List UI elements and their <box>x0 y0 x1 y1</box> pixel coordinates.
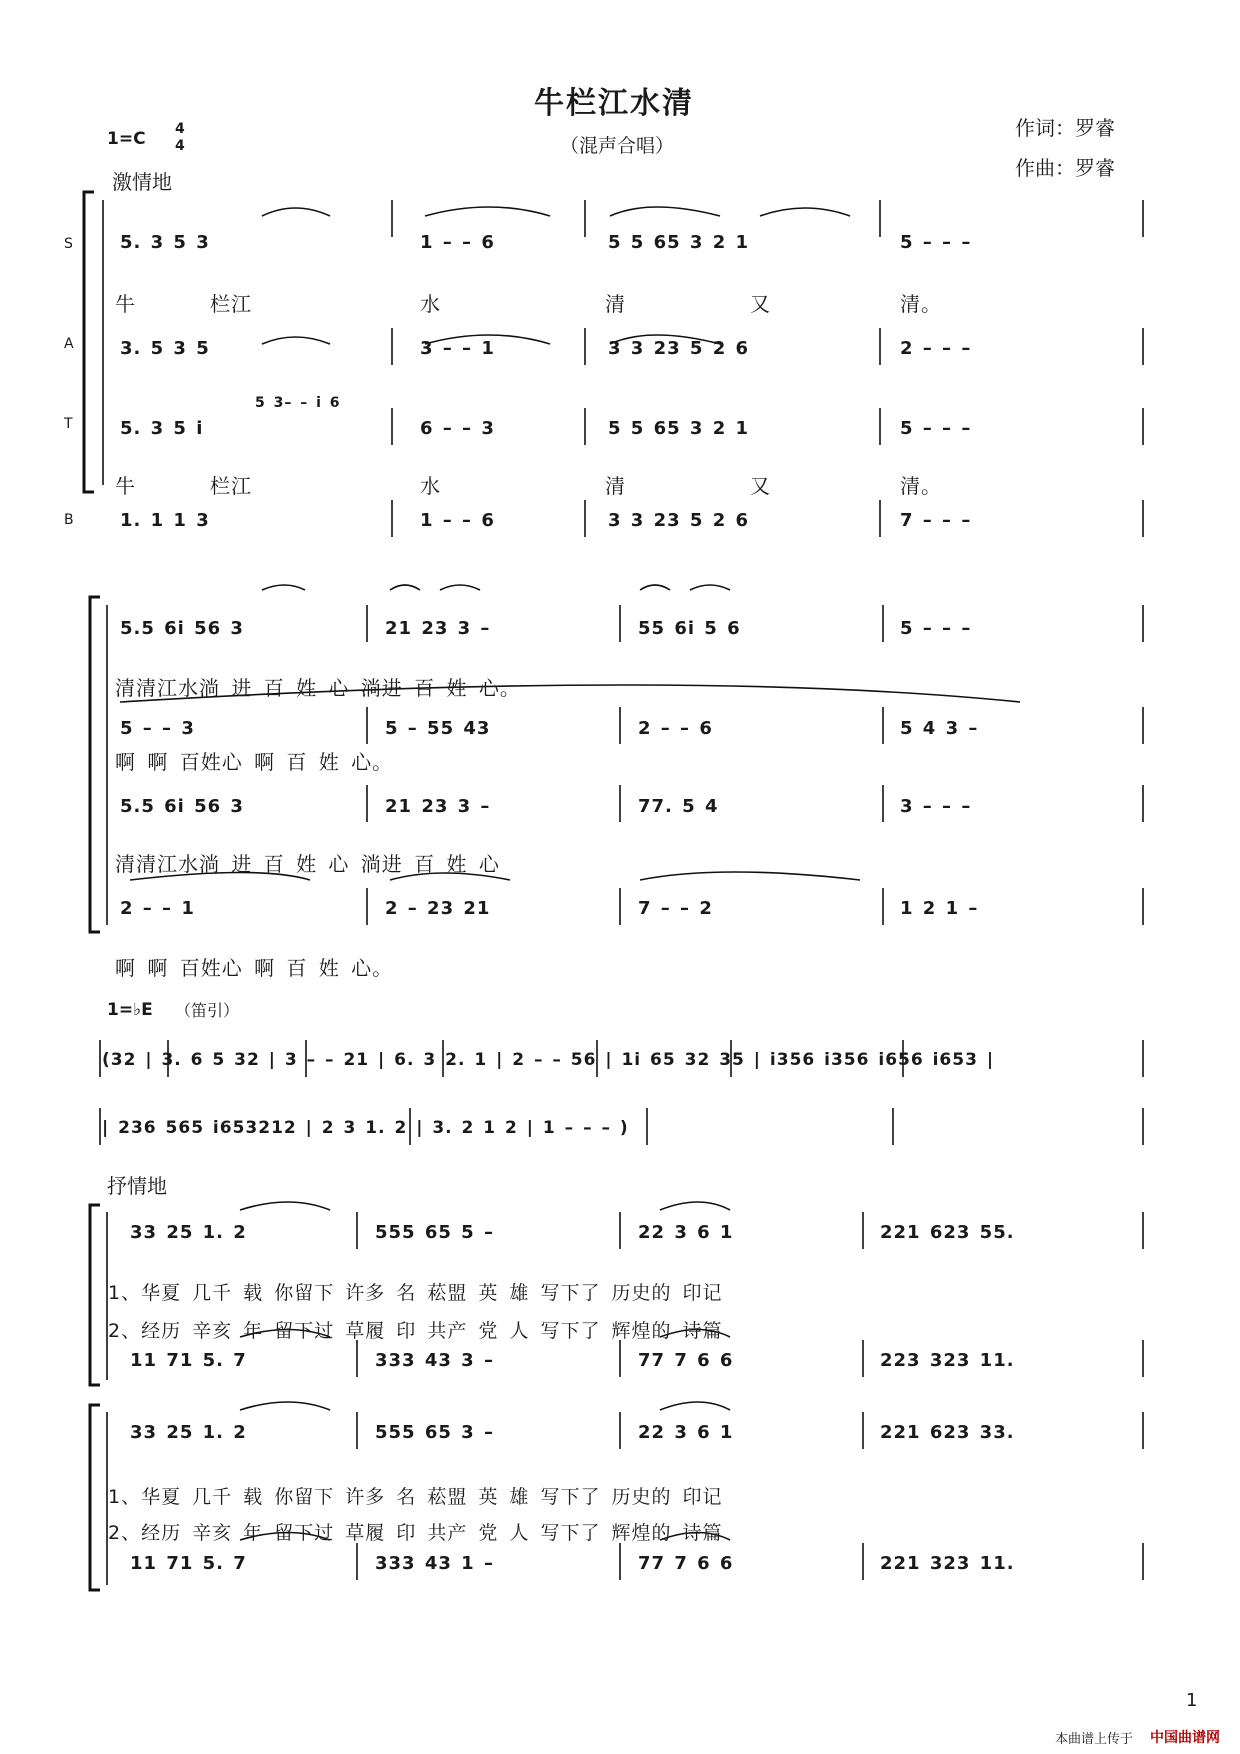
tenor-bar-2: 6 – – 3 <box>420 418 495 439</box>
verse-2-lyrics: 2、经历 辛亥 年 留下过 草履 印 共产 党 人 写下了 辉煌的 诗篇 <box>108 1320 723 1342</box>
soprano-bar-1: 5. 3 5 3 <box>120 232 210 253</box>
tenor-bar-8: 3 – – – <box>900 796 972 817</box>
composer-credit: 作曲：罗睿 <box>1015 156 1115 180</box>
verse-1-lyrics: 1、华夏 几千 载 你留下 许多 名 菘盟 英 雄 写下了 历史的 印记 <box>108 1486 723 1508</box>
lyric-word: 又 <box>750 292 771 316</box>
bass-bar-2: 1 – – 6 <box>420 510 495 531</box>
lower-bar-15: 77 7 6 6 <box>638 1553 734 1574</box>
lyric-word: 栏江 <box>210 474 252 498</box>
bass-bar-5: 2 – – 1 <box>120 898 195 919</box>
tenor-bar-4: 5 – – – <box>900 418 972 439</box>
alto-bar-1: 3. 5 3 5 <box>120 338 210 359</box>
upload-credit: 本曲谱上传于 <box>1055 1732 1134 1747</box>
soprano-bar-3: 5 5 65 3 2 1 <box>608 232 750 253</box>
tenor-bar-3: 5 5 65 3 2 1 <box>608 418 750 439</box>
tempo-marking-lyrical: 抒情地 <box>107 1174 167 1198</box>
upper-bar-11: 22 3 6 1 <box>638 1222 734 1243</box>
lyric-word: 清。 <box>900 474 942 498</box>
tenor-bar-6: 21 23 3 – <box>385 796 491 817</box>
soprano-bar-4: 5 – – – <box>900 232 972 253</box>
tenor-bar-5: 5.5 6i 56 3 <box>120 796 244 817</box>
soprano-bar-5: 5.5 6i 56 3 <box>120 618 244 639</box>
key-signature: 1=C <box>107 129 146 149</box>
tenor-upper-voice: 5 3– – i 6 <box>255 395 341 411</box>
soprano-bar-2: 1 – – 6 <box>420 232 495 253</box>
alto-bar-8: 5 4 3 – <box>900 718 979 739</box>
soprano-lyrics-line: 清清江水淌 进 百 姓 心 淌进 百 姓 心。 <box>115 676 521 700</box>
upper-bar-13: 33 25 1. 2 <box>130 1422 247 1443</box>
voice-label-bass: B <box>64 512 74 528</box>
voice-label-soprano: S <box>64 236 73 252</box>
site-logo[interactable]: 中国曲谱网 <box>1150 1730 1220 1746</box>
lyric-word: 牛 <box>115 474 136 498</box>
lower-bar-11: 77 7 6 6 <box>638 1350 734 1371</box>
lower-bar-14: 333 43 1 – <box>375 1553 494 1574</box>
upper-bar-14: 555 65 3 – <box>375 1422 494 1443</box>
lower-bar-13: 11 71 5. 7 <box>130 1553 247 1574</box>
soprano-bar-6: 21 23 3 – <box>385 618 491 639</box>
upper-bar-12: 221 623 55. <box>880 1222 1015 1243</box>
alto-lyrics-line: 啊 啊 百姓心 啊 百 姓 心。 <box>115 750 394 774</box>
bass-lyrics-line: 啊 啊 百姓心 啊 百 姓 心。 <box>115 956 394 980</box>
upper-bar-9: 33 25 1. 2 <box>130 1222 247 1243</box>
voice-label-tenor: T <box>64 416 73 432</box>
lower-bar-9: 11 71 5. 7 <box>130 1350 247 1371</box>
interlude-line-2: | 236 565 i653212 | 2 3 1. 2 | 3. 2 1 2 | 1 – – – ) <box>102 1118 629 1138</box>
bass-bar-7: 7 – – 2 <box>638 898 713 919</box>
upper-bar-15: 22 3 6 1 <box>638 1422 734 1443</box>
lyric-word: 清。 <box>900 292 942 316</box>
lower-bar-16: 221 323 11. <box>880 1553 1015 1574</box>
tempo-marking: 激情地 <box>112 170 172 194</box>
lyric-word: 水 <box>420 474 441 498</box>
bass-bar-4: 7 – – – <box>900 510 972 531</box>
verse-2-lyrics: 2、经历 辛亥 年 留下过 草履 印 共产 党 人 写下了 辉煌的 诗篇 <box>108 1522 723 1544</box>
song-subtitle: （混声合唱） <box>560 135 675 157</box>
upper-bar-10: 555 65 5 – <box>375 1222 494 1243</box>
soprano-bar-8: 5 – – – <box>900 618 972 639</box>
lyric-word: 清 <box>605 474 626 498</box>
lower-bar-12: 223 323 11. <box>880 1350 1015 1371</box>
tenor-bar-7: 77. 5 4 <box>638 796 719 817</box>
lyricist-credit: 作词：罗睿 <box>1015 116 1115 140</box>
bass-bar-3: 3 3 23 5 2 6 <box>608 510 750 531</box>
lyric-word: 水 <box>420 292 441 316</box>
lyric-word: 栏江 <box>210 292 252 316</box>
bass-bar-6: 2 – 23 21 <box>385 898 491 919</box>
lyric-word: 清 <box>605 292 626 316</box>
key-change: 1=♭E <box>107 1000 153 1020</box>
bass-bar-1: 1. 1 1 3 <box>120 510 210 531</box>
alto-bar-5: 5 – – 3 <box>120 718 195 739</box>
soprano-bar-7: 55 6i 5 6 <box>638 618 741 639</box>
lyric-word: 又 <box>750 474 771 498</box>
time-signature-bottom: 4 <box>175 138 185 154</box>
flute-intro-note: （笛引） <box>175 1001 240 1020</box>
interlude-line-1: (32 | 3. 6 5 32 | 3 – – 21 | 6. 3 2. 1 | 2 – – 56 | 1i 65 32 35 | i356 i356 i656 i653 | <box>102 1050 995 1070</box>
alto-bar-3: 3 3 23 5 2 6 <box>608 338 750 359</box>
song-title: 牛栏江水清 <box>534 86 694 121</box>
upper-bar-16: 221 623 33. <box>880 1422 1015 1443</box>
lyric-word: 牛 <box>115 292 136 316</box>
tenor-bar-1: 5. 3 5 i <box>120 418 204 439</box>
time-signature-top: 4 <box>175 121 185 137</box>
alto-bar-2: 3 – – 1 <box>420 338 495 359</box>
voice-label-alto: A <box>64 336 74 352</box>
alto-bar-4: 2 – – – <box>900 338 972 359</box>
alto-bar-7: 2 – – 6 <box>638 718 713 739</box>
verse-1-lyrics: 1、华夏 几千 载 你留下 许多 名 菘盟 英 雄 写下了 历史的 印记 <box>108 1282 723 1304</box>
lower-bar-10: 333 43 3 – <box>375 1350 494 1371</box>
bass-bar-8: 1 2 1 – <box>900 898 979 919</box>
alto-bar-6: 5 – 55 43 <box>385 718 491 739</box>
page-number: 1 <box>1186 1690 1198 1711</box>
tenor-lyrics-line: 清清江水淌 进 百 姓 心 淌进 百 姓 心 <box>115 852 500 876</box>
